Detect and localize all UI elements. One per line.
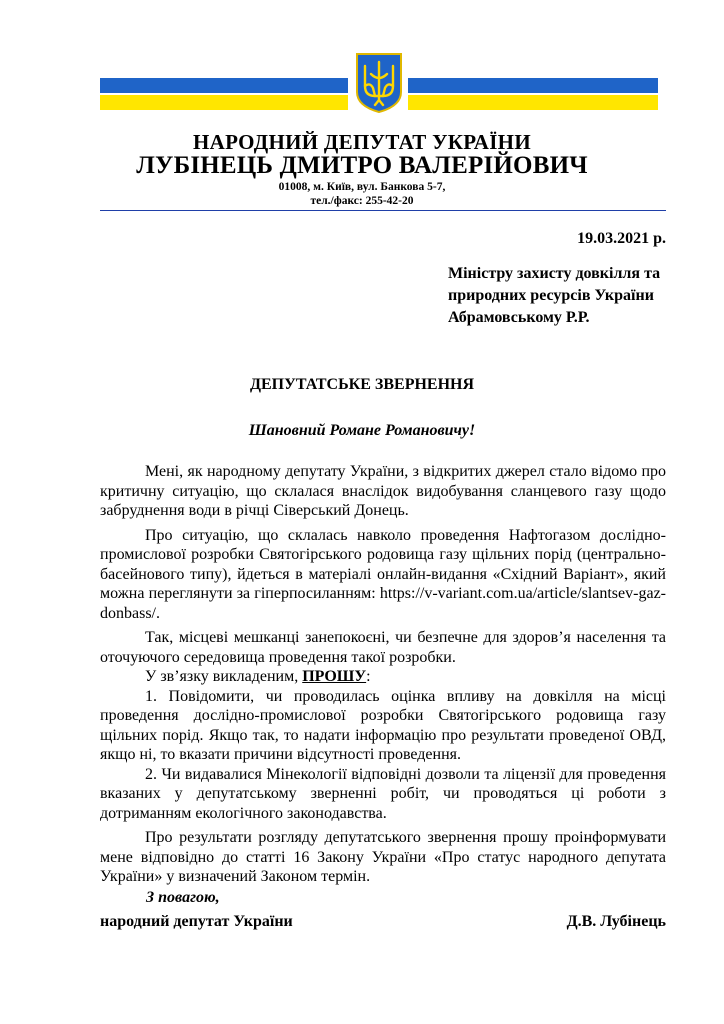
signatory-name: Д.В. Лубінець — [566, 913, 666, 930]
letterhead-name: ЛУБІНЕЦЬ ДМИТРО ВАЛЕРІЙОВИЧ — [136, 152, 588, 179]
body-paragraph: Так, місцеві мешканці занепокоєні, чи безпечне для здоров’я населення та оточуючого середовища проведення такої розробки. — [100, 629, 666, 666]
addressee-line: природних ресурсів України — [448, 287, 654, 304]
letterhead-address: 01008, м. Київ, вул. Банкова 5-7, — [278, 181, 446, 193]
signatory-position: народний депутат України — [100, 913, 293, 930]
request-keyword: ПРОШУ — [302, 668, 367, 685]
request-suffix: : — [366, 668, 371, 685]
request-paragraph — [100, 667, 666, 687]
addressee-block — [448, 263, 678, 329]
letterhead-title: НАРОДНИЙ ДЕПУТАТ УКРАЇНИ — [193, 130, 531, 154]
document-title: ДЕПУТАТСЬКЕ ЗВЕРНЕННЯ — [249, 376, 475, 393]
request-item: 2. Чи видавалися Мінекології відповідні дозволи та ліцензії для проведення вказаних у депутатському зверненні робіт, чи проводяться ці роботи з дотриманням екологічного законодавства. — [100, 765, 666, 822]
letterhead-divider — [100, 210, 666, 211]
flag-stripe-yellow-right — [408, 95, 658, 110]
closing-phrase: З повагою, — [146, 889, 220, 906]
flag-stripe-blue-right — [408, 78, 658, 93]
body-paragraph: Про результати розгляду депутатського звернення прошу проінформувати мене відповідно до статті 16 Закону України «Про статус народного депутата України» у визначений Законом термін. — [100, 829, 666, 885]
letter-date: 19.03.2021 р. — [577, 230, 666, 247]
greeting: Шановний Романе Романовичу! — [248, 422, 476, 439]
body-paragraph: Про ситуацію, що склалась навколо проведення Нафтогазом дослідно-промислової розробки Святогірського родовища газу щільних порід (центрально-басейнового типу), йдеться в матеріалі онлайн-видання «Східний Варіант», який можна переглянути за гіперпосиланням: https://v-variant.com.ua/article/slantsev-gaz-donbass/. — [100, 526, 666, 622]
letterhead-phone: тел./факс: 255-42-20 — [310, 195, 414, 207]
addressee-line: Абрамовському Р.Р. — [448, 309, 590, 326]
addressee-line: Міністру захисту довкілля та — [448, 265, 661, 282]
letter-body — [100, 462, 666, 892]
request-item: 1. Повідомити, чи проводилась оцінка впливу на довкілля на місці проведення дослідно-промислової розробки Святогірського родовища газу щільних порід. Якщо так, то надати інформацію про результати проведеної ОВД, якщо ні, то вказати причини відсутності проведення. — [100, 687, 666, 763]
coat-of-arms-trident-icon — [355, 52, 403, 114]
request-prefix: У зв’язку викладеним, — [145, 668, 299, 685]
flag-stripe-yellow-left — [100, 95, 348, 110]
flag-stripe-blue-left — [100, 78, 348, 93]
body-paragraph: Мені, як народному депутату України, з відкритих джерел стало відомо про критичну ситуацію, що склалася внаслідок видобування сланцевого газу щодо забруднення води в річці Сіверський Донець. — [100, 463, 666, 519]
